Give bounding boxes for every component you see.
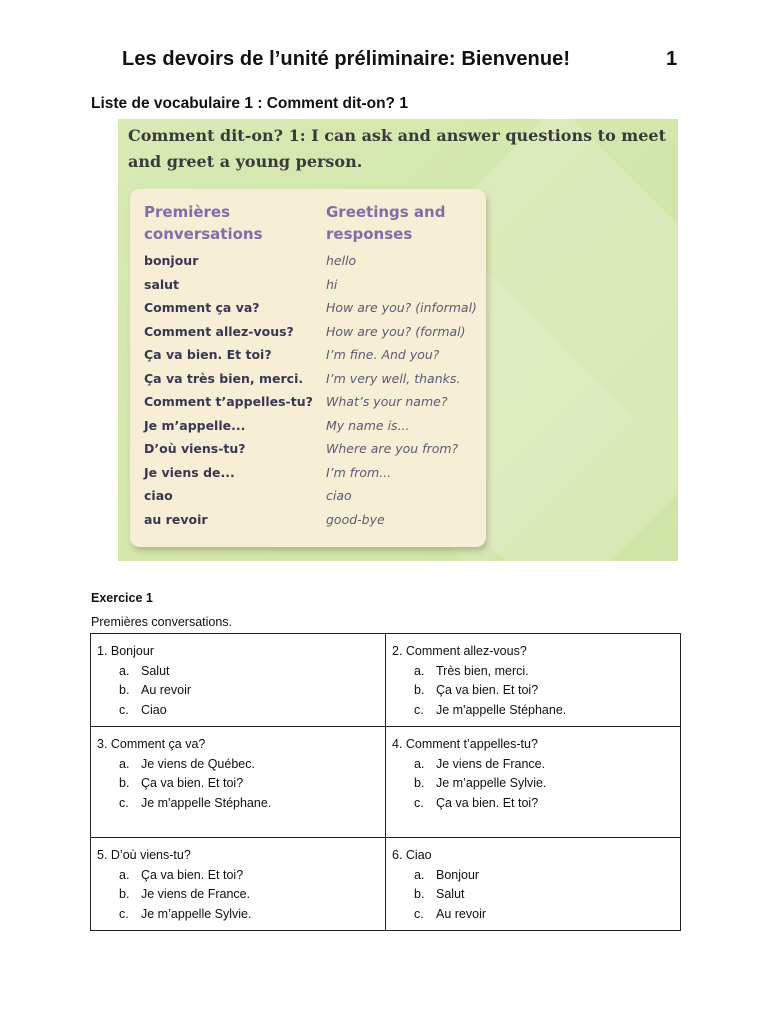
option-text: Salut	[436, 887, 465, 901]
question-prompt: 4. Comment t’appelles-tu?	[392, 737, 538, 751]
english-translation: How are you? (informal)	[326, 300, 477, 315]
question-cell	[91, 838, 386, 931]
page-title: Les devoirs de l’unité préliminaire: Bienvenue!	[122, 48, 571, 70]
question-prompt: 2. Comment allez-vous?	[392, 644, 527, 658]
option-letter: b.	[414, 776, 425, 790]
vocabulary-heading: Liste de vocabulaire 1 : Comment dit-on? 1	[91, 95, 408, 112]
question-prompt: 1. Bonjour	[97, 644, 154, 658]
english-translation: I’m from...	[326, 464, 392, 480]
english-translation: good-bye	[326, 511, 385, 527]
option-text: Ça va bien. Et toi?	[141, 867, 244, 882]
answer-option	[392, 774, 674, 794]
answer-option	[392, 885, 674, 905]
english-translation: ciao	[326, 488, 352, 503]
vocabulary-row	[130, 251, 486, 275]
vocabulary-image	[118, 119, 678, 561]
question-cell	[386, 634, 681, 727]
english-translation: hello	[326, 253, 357, 268]
english-translation: I’m fine. And you?	[326, 347, 440, 362]
answer-option	[97, 885, 379, 905]
vocabulary-row	[130, 463, 486, 487]
french-term: ciao	[144, 488, 173, 503]
option-text: Je m’appelle Sylvie.	[436, 776, 547, 790]
option-letter: a.	[119, 867, 130, 882]
answer-option	[392, 662, 674, 682]
french-term: Comment ça va?	[144, 300, 260, 315]
exercise-subtitle: Premières conversations.	[91, 615, 233, 629]
option-text: Ça va bien. Et toi?	[436, 795, 539, 810]
answer-option	[97, 662, 379, 682]
vocabulary-row	[130, 345, 486, 369]
question-cell	[386, 838, 681, 931]
exercise-title: Exercice 1	[91, 591, 153, 605]
option-text: Au revoir	[141, 683, 192, 697]
option-letter: c.	[414, 906, 424, 921]
question-cell	[386, 727, 681, 838]
option-letter: b.	[119, 683, 130, 697]
vocabulary-row	[130, 392, 486, 416]
question-cell	[91, 634, 386, 727]
vocabulary-row	[130, 510, 486, 534]
french-term: D’où viens-tu?	[144, 441, 246, 456]
answer-option	[392, 701, 674, 721]
option-text: Bonjour	[436, 867, 480, 882]
option-letter: c.	[119, 906, 129, 921]
option-text: Je viens de France.	[436, 756, 546, 771]
question-prompt: 3. Comment ça va?	[97, 737, 206, 751]
option-letter: b.	[414, 887, 425, 901]
option-text: Ça va bien. Et toi?	[141, 776, 244, 790]
option-letter: c.	[414, 702, 424, 717]
answer-option	[97, 866, 379, 886]
answer-option	[392, 794, 674, 814]
exercise-table	[90, 633, 681, 931]
option-letter: a.	[119, 756, 130, 771]
vocabulary-row	[130, 275, 486, 299]
answer-option	[97, 681, 379, 701]
vocabulary-row	[130, 322, 486, 346]
option-text: Je viens de Québec.	[141, 756, 255, 771]
option-text: Au revoir	[436, 906, 487, 921]
option-text: Ça va bien. Et toi?	[436, 683, 539, 697]
french-term: Ça va bien. Et toi?	[144, 347, 272, 362]
french-term: Ça va très bien, merci.	[144, 370, 304, 386]
option-text: Je m'appelle Stéphane.	[141, 795, 272, 810]
option-text: Je viens de France.	[141, 887, 251, 901]
answer-option	[97, 701, 379, 721]
english-translation: I’m very well, thanks.	[326, 370, 461, 386]
english-translation: Where are you from?	[326, 441, 459, 456]
answer-option	[97, 774, 379, 794]
option-letter: a.	[414, 663, 425, 678]
vocabulary-row	[130, 298, 486, 322]
vocabulary-intro: Comment dit-on? 1: I can ask and answer questions to meet and greet a young person.	[128, 126, 666, 171]
option-letter: b.	[119, 776, 130, 790]
vocabulary-row	[130, 369, 486, 393]
answer-option	[97, 755, 379, 775]
question-prompt: 6. Ciao	[392, 848, 432, 862]
option-text: Salut	[141, 663, 170, 678]
french-term: Je viens de...	[144, 464, 235, 480]
option-letter: b.	[414, 683, 425, 697]
answer-option	[392, 866, 674, 886]
english-translation: What’s your name?	[326, 394, 448, 409]
option-letter: a.	[119, 663, 130, 678]
english-translation: hi	[326, 276, 338, 292]
option-text: Ciao	[141, 702, 167, 717]
answer-option	[392, 681, 674, 701]
page-number: 1	[666, 48, 678, 70]
vocabulary-row	[130, 416, 486, 440]
option-letter: b.	[119, 887, 130, 901]
option-letter: c.	[119, 795, 129, 810]
french-term: Je m’appelle...	[144, 417, 246, 433]
question-prompt: 5. D’où viens-tu?	[97, 848, 191, 862]
vocabulary-row	[130, 486, 486, 510]
english-translation: How are you? (formal)	[326, 323, 466, 339]
english-translation: My name is...	[326, 417, 410, 433]
french-term: Comment allez-vous?	[144, 323, 294, 339]
question-cell	[91, 727, 386, 838]
option-text: Très bien, merci.	[436, 663, 529, 678]
french-term: bonjour	[144, 253, 199, 268]
french-term: salut	[144, 276, 180, 292]
option-text: Je m’appelle Sylvie.	[141, 906, 252, 921]
vocabulary-card	[130, 189, 486, 547]
vocabulary-row	[130, 439, 486, 463]
french-term: Comment t’appelles-tu?	[144, 394, 313, 409]
option-letter: c.	[414, 795, 424, 810]
french-term: au revoir	[144, 511, 208, 527]
vocabulary-list	[130, 251, 486, 533]
column-header-english: Greetings and responses	[326, 203, 446, 243]
option-letter: a.	[414, 756, 425, 771]
answer-option	[392, 905, 674, 925]
answer-option	[392, 755, 674, 775]
answer-option	[97, 905, 379, 925]
option-letter: c.	[119, 702, 129, 717]
option-letter: a.	[414, 867, 425, 882]
option-text: Je m'appelle Stéphane.	[436, 702, 567, 717]
column-header-french: Premières conversations	[144, 203, 263, 243]
answer-option	[97, 794, 379, 814]
